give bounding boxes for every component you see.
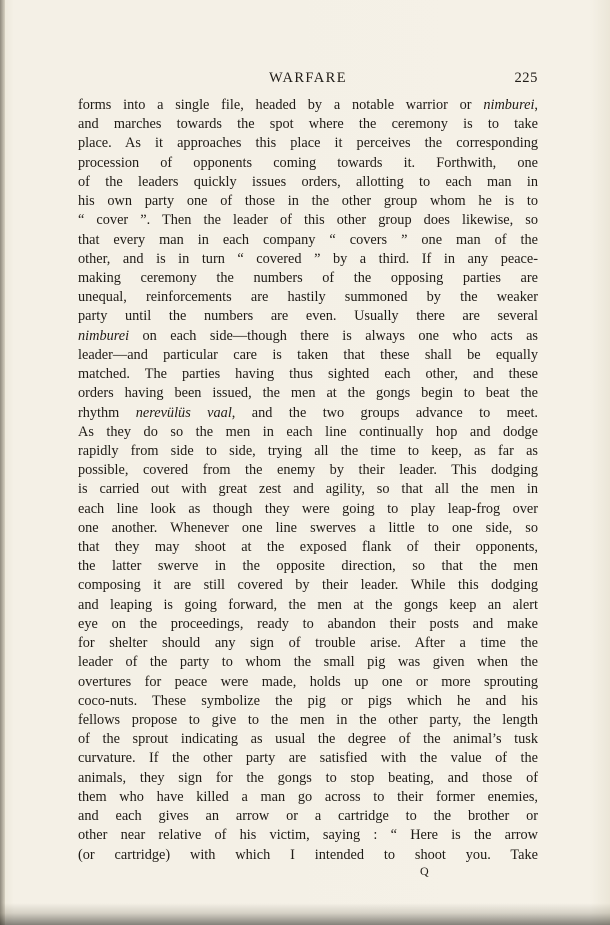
text-line: them who have killed a man go across to their former enemies,	[78, 788, 538, 805]
text-line: rhythm nerevülüs vaal, and the two groups advance to meet.	[78, 404, 539, 421]
text-line: that they may shoot at the exposed flank of their opponents,	[78, 539, 538, 556]
text-line: leader of the party to whom the small pig was given when the	[78, 654, 538, 671]
text-line: unequal, reinforcements are hastily summoned by the weaker	[78, 289, 538, 306]
page-binding-edge	[0, 0, 5, 925]
text-line: the latter swerve in the opposite direction, so that the men	[78, 558, 538, 575]
text-line: and marches towards the spot where the ceremony is to take	[78, 116, 538, 133]
text-line: place. As it approaches this place it perceives the corresponding	[78, 135, 538, 152]
text-line: one another. Whenever one line swerves a little to one side, so	[78, 519, 538, 536]
text-line: rapidly from side to side, trying all the time to keep, as far as	[78, 442, 538, 459]
text-line: his own party one of those in the other group whom he is to	[78, 193, 538, 210]
running-head: WARFARE	[268, 70, 347, 86]
text-line: each line look as though they were going to play leap-frog over	[78, 500, 538, 517]
text-line: fellows propose to give to the men in the other party, the length	[78, 712, 538, 728]
signature-mark: Q	[420, 864, 429, 878]
text-line: eye on the proceedings, ready to abandon their posts and make	[78, 615, 538, 632]
text-line: composing it are still covered by their leader. While this dodging	[78, 577, 538, 594]
text-line: making ceremony the numbers of the opposing parties are	[78, 269, 538, 286]
text-line: party until the numbers are even. Usually there are several	[78, 308, 538, 325]
text-line: curvature. If the other party are satisfied with the value of the	[78, 750, 538, 767]
text-line: As they do so the men in each line continually hop and dodge	[78, 423, 538, 440]
body-text	[78, 96, 538, 865]
text-line: of the leaders quickly issues orders, allotting to each man in	[78, 173, 538, 190]
text-line: possible, covered from the enemy by their leader. This dodging	[78, 462, 538, 479]
text-line: procession of opponents coming towards it. Forthwith, one	[78, 154, 538, 171]
text-line: and each gives an arrow or a cartridge to the brother or	[78, 808, 538, 825]
text-line: nimburei on each side—though there is always one who acts as	[78, 327, 538, 344]
text-line: other near relative of his victim, saying : “ Here is the arrow	[78, 827, 538, 844]
text-line: “ cover ”. Then the leader of this other group does likewise, so	[78, 212, 538, 229]
text-line: matched. The parties having thus sighted each other, and these	[78, 366, 538, 383]
text-line: that every man in each company “ covers ” one man of the	[78, 231, 538, 248]
text-line: orders having been issued, the men at the gongs begin to beat the	[78, 385, 538, 402]
text-line: overtures for peace were made, holds up one or more sprouting	[78, 673, 538, 690]
text-line: of the sprout indicating as usual the degree of the animal’s tusk	[78, 731, 538, 748]
text-line: is carried out with great zest and agility, so that all the men in	[78, 481, 538, 498]
text-line: (or cartridge) with which I intended to shoot you. Take	[78, 846, 538, 863]
text-line: and leaping is going forward, the men at the gongs keep an alert	[78, 596, 538, 613]
text-line: for shelter should any sign of trouble arise. After a time the	[78, 635, 538, 652]
text-line: leader—and particular care is taken that these shall be equally	[78, 346, 538, 363]
page-number: 225	[514, 70, 538, 86]
text-line: other, and is in turn “ covered ” by a third. If in any peace-	[78, 250, 538, 267]
page-header	[78, 70, 538, 92]
text-line: animals, they sign for the gongs to stop beating, and those of	[78, 769, 538, 786]
text-line: coco-nuts. These symbolize the pig or pigs which he and his	[78, 692, 538, 709]
text-line: forms into a single file, headed by a notable warrior or nimburei,	[78, 97, 538, 113]
page-bottom-shadow	[0, 903, 610, 925]
